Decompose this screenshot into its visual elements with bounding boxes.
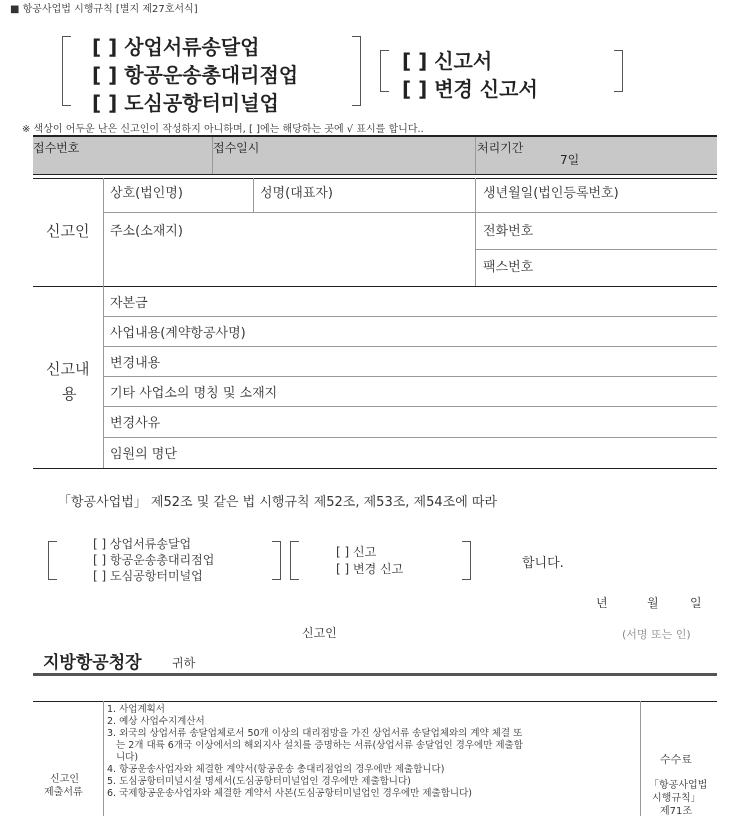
decl-bracket-3: [290, 541, 299, 580]
divider: [103, 701, 104, 816]
sign-hint: (서명 또는 인): [622, 628, 691, 641]
attachment-item: 6. 국제항공운송사업자와 체결한 계약서 사본(도심공항터미널업인 경우에만 제출합니다): [107, 788, 472, 799]
title-option-3: [ ] 도심공항터미널업: [92, 91, 279, 115]
applicant-section-label: 신고인: [46, 222, 90, 240]
divider: [475, 249, 717, 250]
title-type-1: [ ] 신고서: [402, 49, 493, 73]
title-bracket-left: [62, 36, 71, 106]
officers-list-label: 임원의 명단: [110, 447, 177, 462]
divider: [475, 178, 476, 286]
decl-bracket-1: [48, 541, 57, 580]
phone-label: 전화번호: [483, 224, 534, 239]
company-name-label: 상호(법인명): [110, 186, 183, 201]
attachment-item: 2. 예상 사업수지계산서: [107, 716, 205, 727]
birth-reg-label: 생년월일(법인등록번호): [483, 186, 619, 201]
signer-label: 신고인: [302, 626, 337, 640]
divider: [103, 212, 717, 213]
decl-bracket-2: [272, 541, 281, 580]
divider: [33, 468, 717, 469]
decl-bracket-4: [462, 541, 471, 580]
divider: [33, 701, 717, 702]
title-bracket-right-close: [614, 50, 623, 92]
decl-type-option-1: [ ] 신고: [336, 545, 377, 559]
divider: [103, 178, 104, 286]
decl-biz-option-3: [ ] 도심공항터미널업: [93, 569, 203, 583]
attachment-item: 3. 외국의 상업서류 송달업체로서 50개 이상의 대리점망을 가진 상업서류 송달업체와의 계약 체결 또: [107, 728, 523, 739]
addressee-suffix: 귀하: [172, 656, 196, 670]
title-type-2: [ ] 변경 신고서: [402, 77, 538, 101]
representative-label: 성명(대표자): [260, 186, 333, 201]
divider: [103, 316, 717, 317]
receipt-number-label: 접수번호: [33, 141, 80, 155]
decl-biz-option-2: [ ] 항공운송총대리점업: [93, 553, 215, 567]
fee-label: 수수료: [660, 753, 692, 766]
decl-type-option-2: [ ] 변경 신고: [336, 562, 404, 576]
change-content-label: 변경내용: [110, 356, 161, 371]
decl-suffix: 합니다.: [522, 556, 564, 571]
processing-period-label: 처리기간: [477, 141, 524, 155]
divider: [103, 406, 717, 407]
fee-ref-2: 시행규칙」: [652, 793, 701, 804]
attachment-item: 1. 사업계획서: [107, 704, 165, 715]
declaration-text: 「항공사업법」 제52조 및 같은 법 시행규칙 제52조, 제53조, 제54조에 따라: [58, 495, 498, 510]
date-day: 일: [690, 596, 702, 610]
content-section-label-2: 용: [62, 385, 77, 403]
divider: [103, 346, 717, 347]
attachment-item: 5. 도심공항터미널시설 명세서(도심공항터미널업인 경우에만 제출합니다): [107, 776, 411, 787]
business-content-label: 사업내용(계약항공사명): [110, 326, 246, 341]
receipt-header-row: [33, 137, 717, 174]
decl-biz-option-1: [ ] 상업서류송달업: [93, 537, 192, 551]
form-reference: ■ 항공사업법 시행규칙 [별지 제27호서식]: [10, 4, 198, 15]
addressee-name: 지방항공청장: [43, 653, 142, 673]
divider: [103, 286, 104, 468]
divider: [103, 376, 717, 377]
divider: [103, 437, 717, 438]
title-bracket-right-open: [380, 50, 389, 92]
divider: [253, 178, 254, 212]
date-year: 년: [596, 596, 608, 610]
attachment-item: 는 2개 대륙 6개국 이상에서의 해외지사 설치를 증명하는 서류(상업서류 송달업인 경우에만 제출합: [116, 740, 523, 751]
other-office-label: 기타 사업소의 명칭 및 소재지: [110, 386, 278, 401]
date-month: 월: [647, 596, 659, 610]
attachment-item: 4. 항공운송사업자와 체결한 계약서(항공운송 총대리점업의 경우에만 제출합니다): [107, 764, 445, 775]
divider: [33, 174, 717, 175]
fee-ref-1: 「항공사업법: [649, 780, 708, 791]
notice-text: ※ 색상이 어두운 난은 신고인이 작성하지 아니하며, [ ]에는 해당하는 곳에 √ 표시를 합니다..: [22, 124, 424, 135]
attachments-label-1: 신고인: [50, 774, 79, 785]
divider: [212, 137, 213, 174]
title-option-2: [ ] 항공운송총대리점업: [92, 63, 299, 87]
capital-label: 자본금: [110, 296, 148, 311]
attachment-item: 니다): [116, 752, 139, 763]
content-section-label-1: 신고내: [46, 360, 90, 378]
divider: [33, 286, 717, 287]
fee-ref-3: 제71조: [660, 806, 693, 817]
address-label: 주소(소재지): [110, 224, 183, 239]
attachments-label-2: 제출서류: [44, 787, 83, 798]
section-rule: [33, 673, 717, 676]
title-bracket-mid-left: [352, 36, 361, 106]
receipt-date-label: 접수일시: [213, 141, 260, 155]
divider: [33, 178, 717, 179]
change-reason-label: 변경사유: [110, 416, 161, 431]
title-option-1: [ ] 상업서류송달업: [92, 35, 260, 59]
divider: [640, 701, 641, 816]
fax-label: 팩스번호: [483, 260, 534, 275]
divider: [475, 137, 476, 174]
processing-period-value: 7일: [560, 153, 580, 167]
